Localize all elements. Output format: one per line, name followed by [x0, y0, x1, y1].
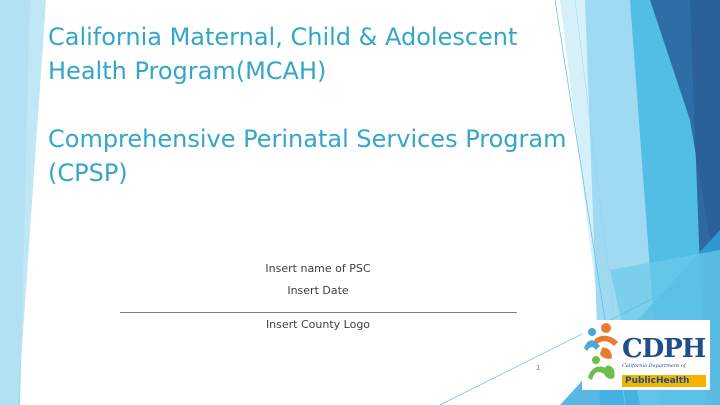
county-logo-placeholder: Insert County Logo [265, 318, 371, 331]
title-line: California Maternal, Child & Adolescent [48, 23, 518, 51]
cdph-banner-text: PublicHealth [625, 376, 690, 386]
divider-line [120, 312, 517, 313]
slide-title [48, 20, 568, 190]
title-line: Comprehensive Perinatal Services Program [48, 125, 567, 153]
cdph-department-line: California Department of [622, 363, 686, 369]
title-line: Health Program(MCAH) [48, 57, 327, 85]
left-accent-shape-light [0, 0, 46, 405]
presentation-date: Insert Date [287, 284, 349, 297]
title-spacer [48, 88, 568, 122]
cdph-wordmark: CDPH [622, 334, 706, 364]
cdph-logo [582, 320, 710, 390]
page-number: 1 [536, 364, 541, 372]
presenter-name: Insert name of PSC [265, 262, 371, 275]
title-line: (CPSP) [48, 159, 128, 187]
